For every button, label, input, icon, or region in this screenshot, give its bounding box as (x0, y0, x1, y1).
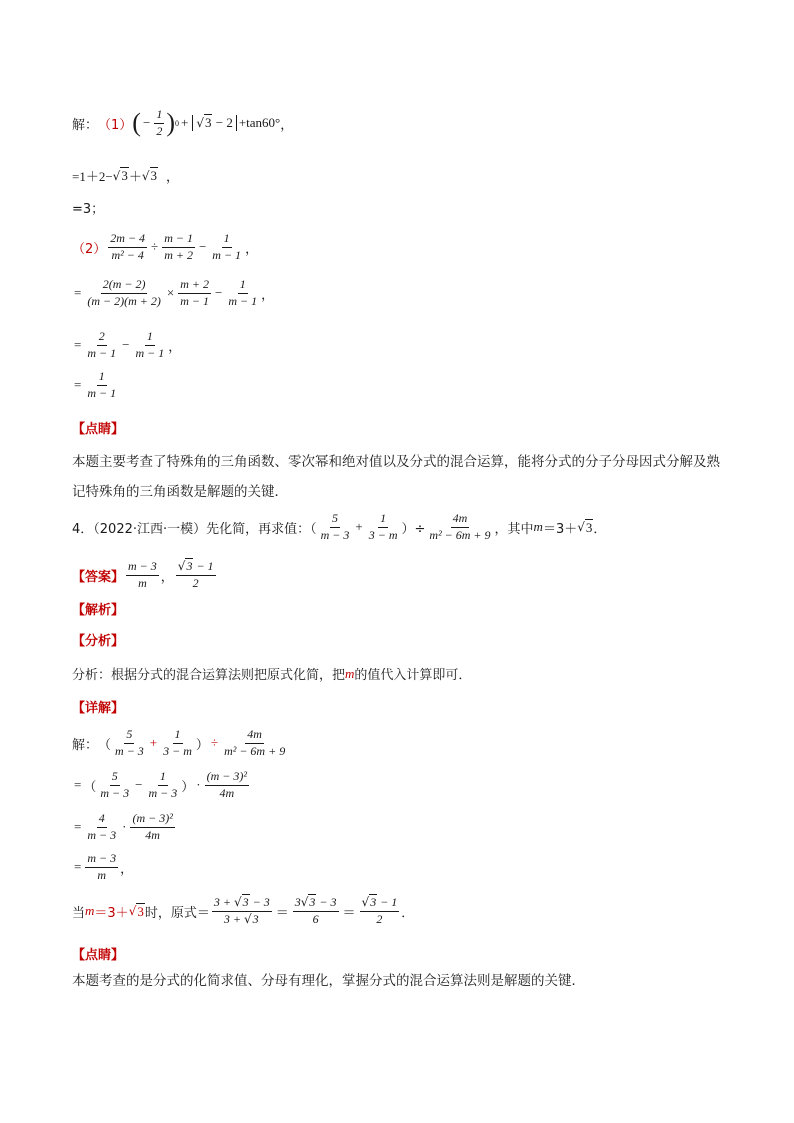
substitution-line: 当 m ＝3＋ √ 3 时，原式＝ $\frac{3 + √3 - 3}{3 + √3}$ ＝ $\frac{3√3 - 3}{6}$ ＝ $\frac{√3 - 1}{2}$ ． (72, 895, 415, 926)
solution-2-line: （2） $\frac{2m - 4}{\text{m² − 4}}$ ÷ $\frac{m - 1}{m + 2}$ − $\frac{1}{m - 1}$ ， (72, 231, 259, 262)
step-line: = $\frac{2(m - 2)}{(m - 2)(m + 2)}$ × $\frac{m + 2}{m - 1}$ − $\frac{1}{m - 1}$ ， (74, 277, 275, 308)
step-line: = $\frac{1}{m - 1}$ (74, 369, 117, 400)
comment-tag-2: 【点睛】 (72, 948, 125, 963)
comment-tag: 【点睛】 (72, 422, 125, 437)
fenxi-tag: 【分析】 (72, 634, 125, 649)
comment-text-2: 本题考查的是分式的化简求值、分母有理化，掌握分式的混合运算法则是解题的关键． (72, 973, 585, 989)
question-4-line: 4．（2022·江西·一模）先化简，再求值：（ $\frac{5}{m - 3}$ + $\frac{1}{3 - m}$ ）÷ $\frac{4m}{\text{m² − 6m + 9}}$ ，其中 m ＝3＋ √ 3 ． (72, 511, 607, 542)
part-number-2: （2） (72, 241, 107, 257)
analysis-tag: 【解析】 (72, 603, 125, 618)
absolute-value: √3 − 2 (192, 115, 237, 131)
solution-lead: 解： (72, 117, 99, 133)
comment-text-1: 本题主要考查了特殊角的三角函数、零次幂和绝对值以及分式的混合运算，能将分式的分子分母因式分解及熟记特殊角的三角函数是解题的关键． (72, 454, 720, 500)
step-line: =1＋2− √ 3 ＋ √ 3 ， (72, 168, 180, 184)
answer-tag: 【答案】 (72, 569, 125, 585)
part-number-1: （1） (98, 117, 133, 133)
answer-line: 【答案】 $\frac{m - 3}{m}$ ， $\frac{√3 - 1}{2}$ (72, 559, 214, 590)
detail-line-4: = $\frac{m - 3}{m}$ ， (74, 851, 134, 882)
step-line: = $\frac{2}{m - 1}$ − $\frac{1}{m - 1}$ ， (74, 329, 182, 360)
detail-line-3: = $\frac{4}{m - 3}$ · $\frac{\text{(m − 3)²}}{4m}$ (74, 811, 173, 842)
fenxi-text: 分析：根据分式的混合运算法则把原式化简，把 m 的值代入计算即可． (72, 665, 472, 683)
detail-line-1: 解： （ $\frac{5}{m - 3}$ + $\frac{1}{3 - m}$ ） ÷ $\frac{4m}{\text{m² − 6m + 9}}$ (72, 727, 286, 758)
step-line: =3； (72, 202, 105, 217)
detail-line-2: = （ $\frac{5}{m - 3}$ − $\frac{1}{m - 3}$ ） · $\frac{\text{(m − 3)²}}{4m}$ (74, 769, 247, 800)
expr-paren: ( (132, 108, 141, 138)
solution-1-line: 解： （1） ( − $\frac{1}{2}$ ) 0 + √3 − 2 +tan60° ， (72, 107, 294, 138)
tan-term: +tan60° (238, 115, 281, 131)
fraction-half: $\frac{1}{2}$ (156, 107, 163, 138)
detail-tag: 【详解】 (72, 701, 125, 716)
